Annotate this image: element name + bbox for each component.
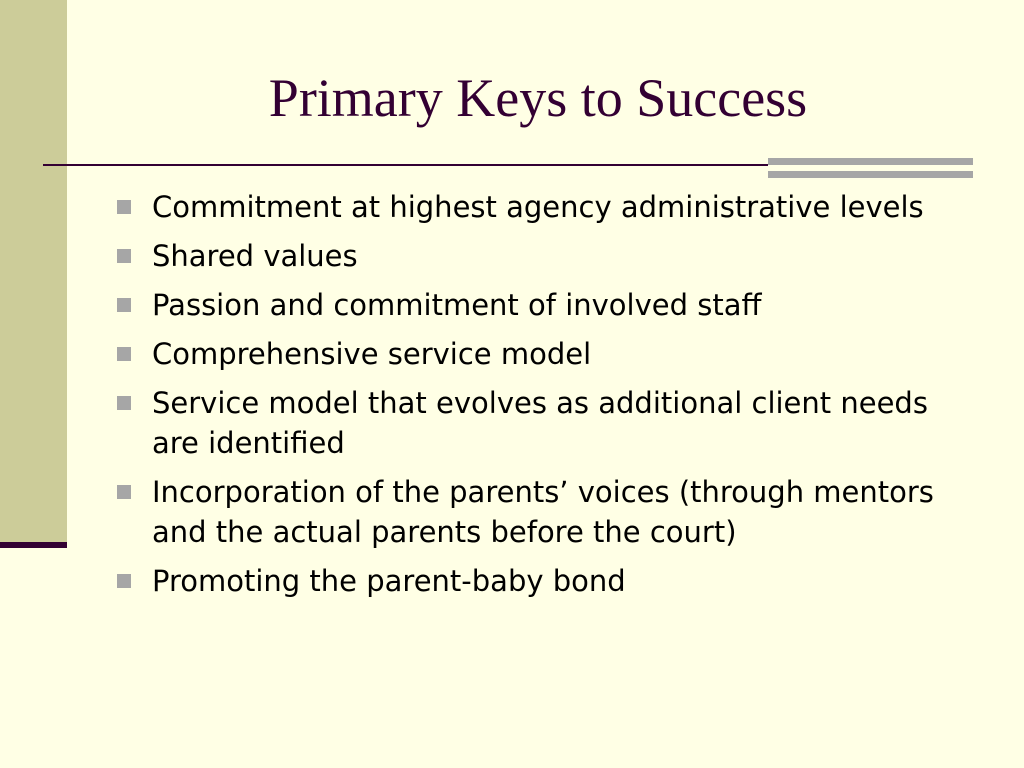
square-bullet-icon xyxy=(117,347,131,361)
bullet-item xyxy=(152,472,962,552)
bullet-text: Promoting the parent-baby bond xyxy=(152,564,626,598)
bullet-item xyxy=(152,334,962,374)
square-bullet-icon xyxy=(117,200,131,214)
square-bullet-icon xyxy=(117,249,131,263)
accent-rule-top-band xyxy=(768,158,973,165)
bullet-text: Comprehensive service model xyxy=(152,337,592,371)
bullet-text: Service model that evolves as additional client needs are identified xyxy=(152,386,928,460)
bullet-item xyxy=(152,383,962,463)
bullet-text: Commitment at highest agency administrative levels xyxy=(152,190,924,224)
bullet-item xyxy=(152,561,962,601)
bullet-item xyxy=(152,236,962,276)
bullet-text: Incorporation of the parents’ voices (through mentors and the actual parents before the court) xyxy=(152,475,934,549)
square-bullet-icon xyxy=(117,298,131,312)
title-divider-line xyxy=(43,164,768,166)
bullet-text: Shared values xyxy=(152,239,358,273)
accent-rule-bottom-band xyxy=(768,171,973,178)
bullet-list xyxy=(0,187,1024,610)
bullet-item xyxy=(152,285,962,325)
square-bullet-icon xyxy=(117,396,131,410)
square-bullet-icon xyxy=(117,574,131,588)
square-bullet-icon xyxy=(117,485,131,499)
title-accent-double-rule xyxy=(768,158,973,179)
bullet-text: Passion and commitment of involved staff xyxy=(152,288,762,322)
slide-title: Primary Keys to Success xyxy=(268,68,808,128)
bullet-item xyxy=(152,187,962,227)
